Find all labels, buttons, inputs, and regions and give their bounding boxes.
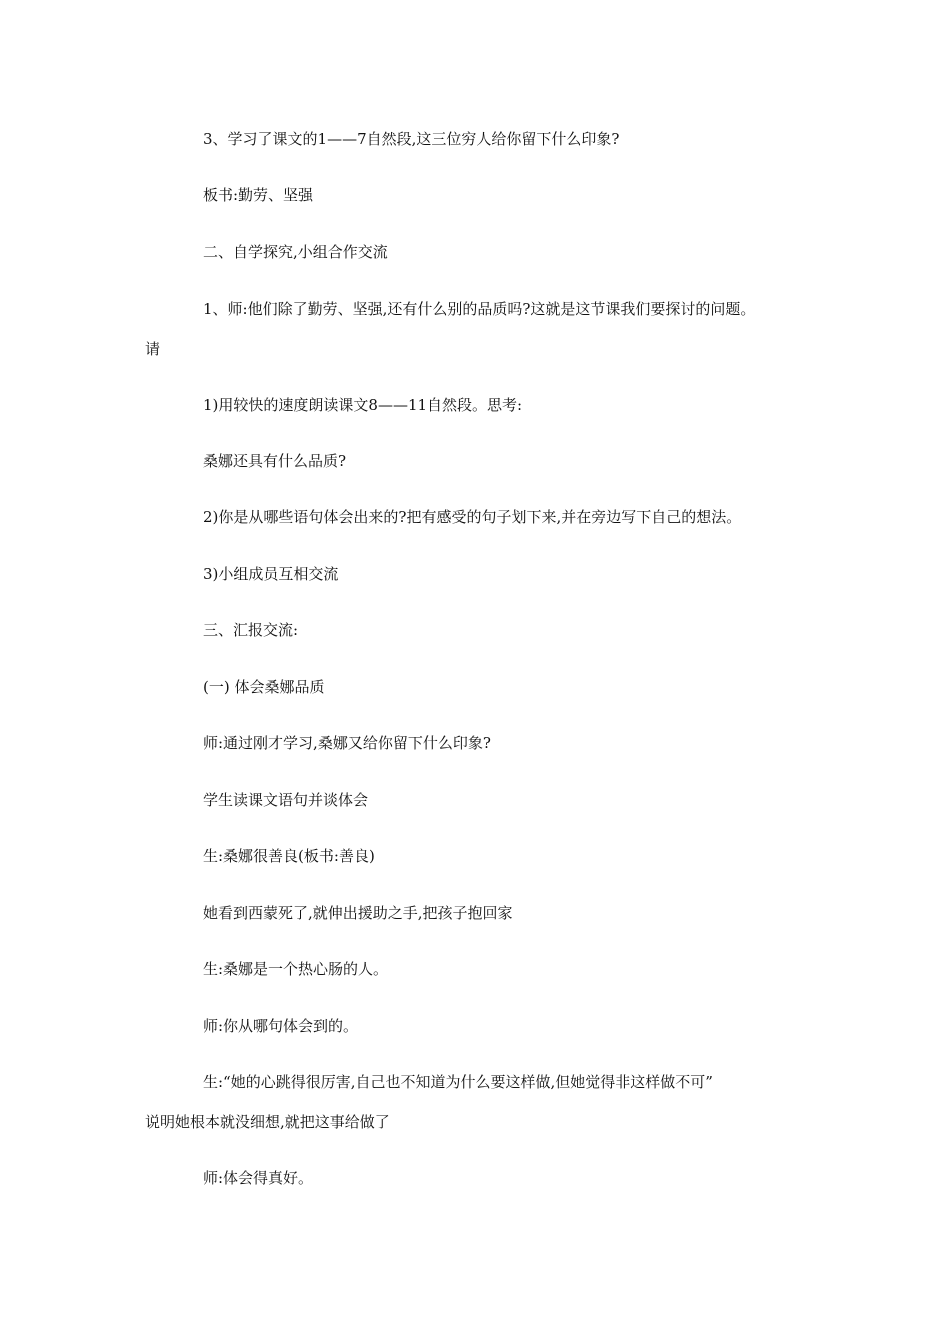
paragraph-section-3-heading: 三、汇报交流: bbox=[203, 621, 299, 639]
paragraph-student-quote: 生:“她的心跳得很厉害,自己也不知道为什么要这样做,但她觉得非这样做不可” bbox=[203, 1073, 713, 1091]
paragraph-board-note-1: 板书:勤劳、坚强 bbox=[203, 186, 314, 204]
paragraph-teacher-question-continued: 请 bbox=[145, 340, 161, 358]
paragraph-student-answer-warmhearted: 生:桑娜是一个热心肠的人。 bbox=[203, 960, 389, 978]
paragraph-teacher-followup: 师:你从哪句体会到的。 bbox=[203, 1017, 359, 1035]
paragraph-question-3: 3、学习了课文的1——7自然段,这三位穷人给你留下什么印象? bbox=[203, 130, 620, 148]
paragraph-subsection-1: (一) 体会桑娜品质 bbox=[203, 678, 325, 696]
paragraph-teacher-question: 1、师:他们除了勤劳、坚强,还有什么别的品质吗?这就是这节课我们要探讨的问题。 bbox=[203, 300, 756, 318]
paragraph-task-2: 2)你是从哪些语句体会出来的?把有感受的句子划下来,并在旁边写下自己的想法。 bbox=[203, 508, 742, 526]
paragraph-task-1: 1)用较快的速度朗读课文8——11自然段。思考: bbox=[203, 396, 523, 414]
paragraph-student-quote-continued: 说明她根本就没细想,就把这事给做了 bbox=[145, 1113, 390, 1131]
paragraph-kind-explanation: 她看到西蒙死了,就伸出援助之手,把孩子抱回家 bbox=[203, 904, 513, 922]
paragraph-section-2-heading: 二、自学探究,小组合作交流 bbox=[203, 243, 388, 261]
paragraph-teacher-impression-question: 师:通过刚才学习,桑娜又给你留下什么印象? bbox=[203, 734, 491, 752]
paragraph-student-answer-kind: 生:桑娜很善良(板书:善良) bbox=[203, 847, 375, 865]
paragraph-student-reading: 学生读课文语句并谈体会 bbox=[203, 791, 369, 809]
paragraph-task-1-question: 桑娜还具有什么品质? bbox=[203, 452, 347, 470]
paragraph-task-3: 3)小组成员互相交流 bbox=[203, 565, 339, 583]
paragraph-teacher-praise: 师:体会得真好。 bbox=[203, 1169, 314, 1187]
